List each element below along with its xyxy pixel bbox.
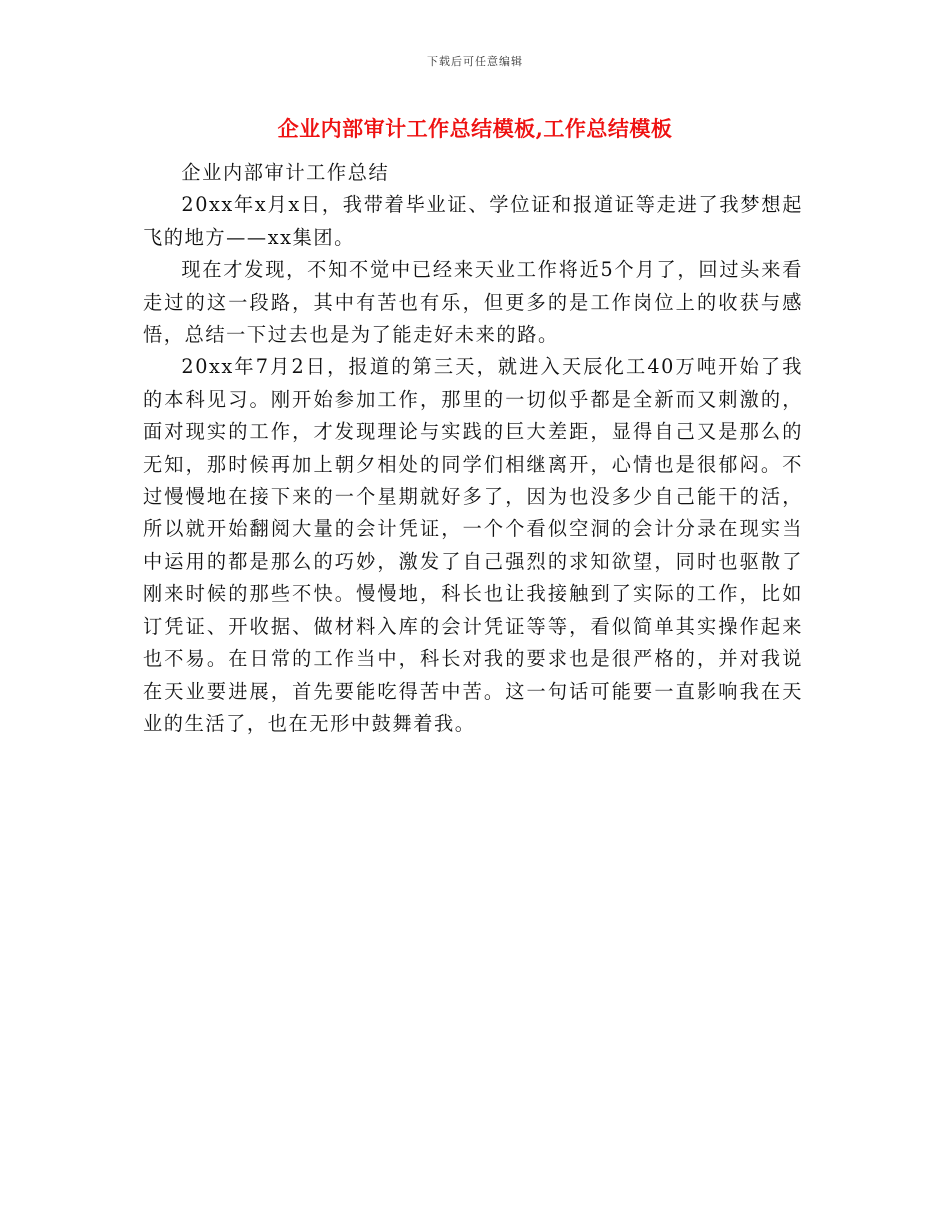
paragraph: 20xx年x月x日，我带着毕业证、学位证和报道证等走进了我梦想起飞的地方——xx集团。: [143, 193, 803, 249]
paragraph: 20xx年7月2日，报道的第三天，就进入天辰化工40万吨开始了我的本科见习。刚开始参加工作，那里的一切似乎都是全新而又刺激的，面对现实的工作，才发现理论与实践的巨大差距，显得自己又是那么的无知，那时候再加上朝夕相处的同学们相继离开，心情也是很郁闷。不过慢慢地在接下来的一个星期就好多了，因为也没多少自己能干的活，所以就开始翻阅大量的会计凭证，一个个看似空洞的会计分录在现实当中运用的都是那么的巧妙，激发了自己强烈的求知欲望，同时也驱散了刚来时候的那些不快。慢慢地，科长也让我接触到了实际的工作，比如订凭证、开收据、做材料入库的会计凭证等等，看似简单其实操作起来也不易。在日常的工作当中，科长对我的要求也是很严格的，并对我说在天业要进展，首先要能吃得苦中苦。这一句话可能要一直影响我在天业的生活了，也在无形中鼓舞着我。: [143, 355, 803, 735]
document-title: 企业内部审计工作总结模板,工作总结模板: [277, 116, 673, 141]
header-note: 下载后可任意编辑: [427, 55, 523, 68]
paragraph: 现在才发现，不知不觉中已经来天业工作将近5个月了，回过头来看走过的这一段路，其中有苦也有乐，但更多的是工作岗位上的收获与感悟，总结一下过去也是为了能走好未来的路。: [143, 258, 803, 347]
document-body: [143, 157, 803, 740]
paragraph-subtitle: 企业内部审计工作总结: [181, 161, 390, 184]
